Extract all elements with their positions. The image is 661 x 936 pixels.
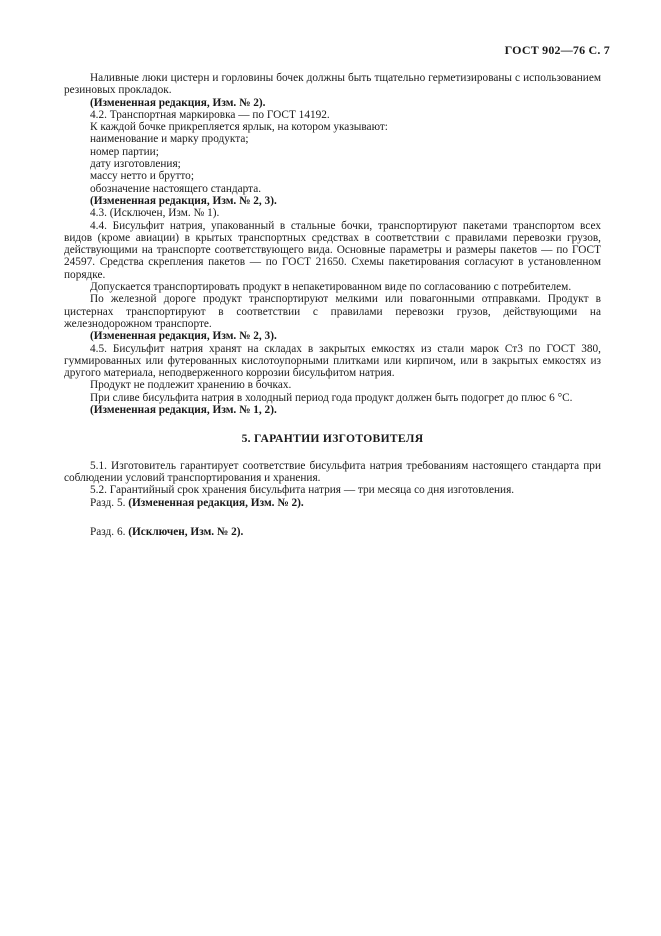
section-5-note-amendment: (Измененная редакция, Изм. № 2). bbox=[128, 496, 304, 509]
page-header: ГОСТ 902—76 С. 7 bbox=[504, 43, 610, 57]
section-4-continued bbox=[64, 72, 601, 416]
section-6-note-prefix: Разд. 6. bbox=[90, 525, 129, 538]
section-4-paragraph: К каждой бочке прикрепляется ярлык, на котором указывают: bbox=[90, 121, 388, 134]
section-5-paragraph: 5.1. Изготовитель гарантирует соответствие бисульфита натрия требованиям настоящего стандарта при соблюдении условий транспортирования и хранения. bbox=[64, 459, 601, 484]
section-5-note-prefix: Разд. 5. bbox=[90, 496, 129, 509]
spacer bbox=[64, 509, 601, 526]
section-4-paragraph: Наливные люки цистерн и горловины бочек должны быть тщательно герметизированы с использованием резиновых прокладок. bbox=[64, 72, 601, 97]
section-6-note bbox=[64, 526, 601, 538]
section-6-note-amendment: (Исключен, Изм. № 2). bbox=[128, 525, 244, 538]
section-4-paragraph: номер партии; bbox=[90, 145, 159, 158]
section-4-paragraph: По железной дороге продукт транспортируют мелкими или повагонными отправками. Продукт в цистернах транспортируют в соответствии с правилами перевозки грузов, действующими на железнодорожном транспорте. bbox=[64, 293, 601, 330]
document-body bbox=[64, 72, 601, 538]
section-4-paragraph: 4.5. Бисульфит натрия хранят на складах в закрытых емкостях из стали марок Ст3 по ГОСТ 380, гуммированных или футерованных кислотоупорными плитками или кирпичом, или в закрытых емкостях из другого материала, неподверженного коррозии бисульфитом натрия. bbox=[64, 342, 601, 380]
section-4-paragraph: массу нетто и брутто; bbox=[90, 170, 194, 183]
section-5-title: 5. ГАРАНТИИ ИЗГОТОВИТЕЛЯ bbox=[241, 432, 424, 446]
section-4-paragraph: Продукт не подлежит хранению в бочках. bbox=[90, 379, 292, 392]
section-4-paragraph: 4.4. Бисульфит натрия, упакованный в стальные бочки, транспортируют пакетами транспортом всех видов (кроме авиации) в крытых транспортных средствах в соответствии с правилами перевозки грузов, действующими на транспорте соответствующего вида. Основные параметры и размеры пакетов — по ГОСТ 24597. Средства скрепления пакетов — по ГОСТ 21650. Схемы пакетирования согласуют в установленном порядке. bbox=[64, 219, 601, 281]
section-4-paragraph: (Измененная редакция, Изм. № 1, 2). bbox=[90, 404, 277, 417]
section-4-paragraph: При сливе бисульфита натрия в холодный период года продукт должен быть подогрет до плюс 6 °С. bbox=[90, 391, 573, 404]
section-5-paragraph: 5.2. Гарантийный срок хранения бисульфита натрия — три месяца со дня изготовления. bbox=[90, 484, 515, 497]
section-4-paragraph: 4.3. (Исключен, Изм. № 1). bbox=[90, 207, 220, 220]
section-5-note bbox=[64, 497, 601, 509]
section-5-body bbox=[64, 460, 601, 497]
section-4-paragraph: (Измененная редакция, Изм. № 2). bbox=[90, 96, 266, 109]
section-4-paragraph: наименование и марку продукта; bbox=[90, 133, 249, 146]
section-4-paragraph: обозначение настоящего стандарта. bbox=[90, 182, 262, 195]
section-4-paragraph: дату изготовления; bbox=[90, 158, 181, 171]
section-4-paragraph: (Измененная редакция, Изм. № 2, 3). bbox=[90, 194, 277, 207]
section-4-paragraph: (Измененная редакция, Изм. № 2, 3). bbox=[90, 330, 277, 343]
section-4-paragraph: 4.2. Транспортная маркировка — по ГОСТ 14192. bbox=[90, 108, 330, 121]
section-4-paragraph: Допускается транспортировать продукт в непакетированном виде по согласованию с потребителем. bbox=[90, 281, 572, 294]
